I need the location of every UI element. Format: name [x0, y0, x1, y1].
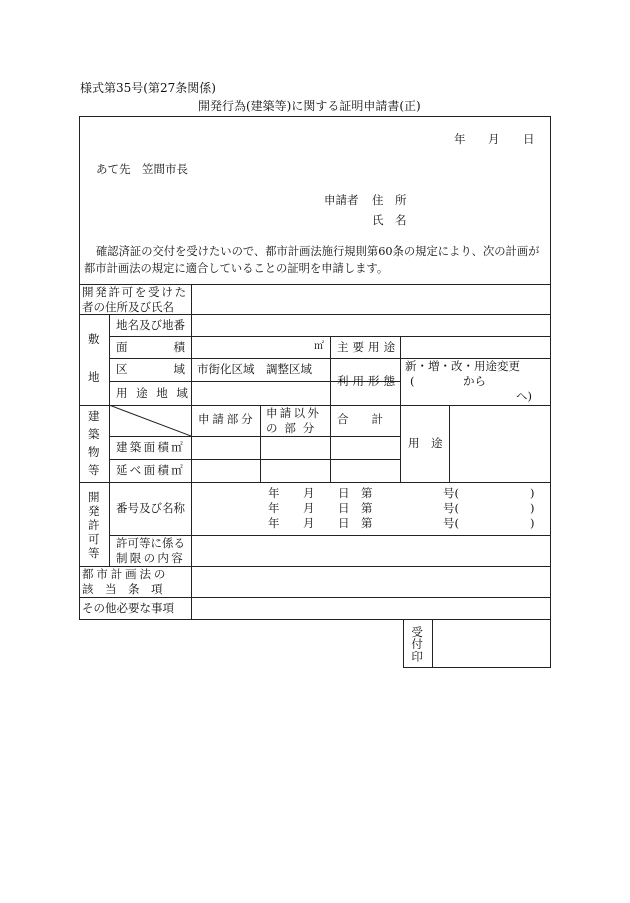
zone-value: 市街化区域 調整区域 [197, 362, 312, 376]
applicant-address: 住 所 [372, 193, 407, 207]
body-text-line1: 確認済証の交付を受けたいので、都市計画法施行規則第60条の規定により、次の計画が [96, 245, 540, 258]
place-label: 地名及び地番 [116, 318, 185, 332]
building-label-1: 建 [88, 409, 100, 423]
number-label: 番号及び名称 [116, 501, 185, 515]
permit-label-2: 発 [88, 504, 100, 518]
stamp-label: 受付印 [410, 626, 425, 663]
usage-form-line3: へ) [516, 389, 532, 403]
permit-label-5: 等 [88, 546, 100, 560]
other-label: その他必要な事項 [82, 601, 174, 615]
total-floor-label: 延べ面積㎡ [116, 463, 185, 477]
permit-holder-label-1: 開発許可を受けた [82, 285, 188, 299]
col-other-2: の部分 [266, 421, 322, 435]
city-law-label-2: 該当条項 [82, 582, 174, 596]
floor-area-label: 建築面積㎡ [116, 440, 185, 454]
usage-form-kara: から [463, 374, 486, 388]
permit-holder-label-2: 者の住所及び氏名 [82, 300, 174, 314]
diagonal-line [109, 405, 191, 436]
building-label-2: 築 [88, 427, 100, 441]
col-applied: 申請部分 [198, 412, 256, 426]
usage-form-open: ( [410, 374, 415, 388]
usage-form-label: 利用形態 [337, 374, 400, 388]
city-law-label-1: 都市計画法の [82, 567, 169, 581]
area-label: 面 積 [116, 340, 185, 354]
addressee: あて先 笠間市長 [96, 162, 188, 176]
main-use-label: 主要用途 [337, 340, 400, 354]
permit-label-4: 可 [88, 532, 100, 546]
area-unit: ㎡ [314, 341, 324, 352]
applicant-label: 申請者 [324, 193, 359, 207]
use-label: 用 途 [408, 436, 443, 450]
building-label-3: 物 [88, 445, 100, 459]
permit-label-3: 許 [88, 518, 100, 532]
date-month: 月 [488, 132, 500, 146]
zone-label: 区 域 [116, 362, 185, 376]
use-area-label: 用途地域 [116, 386, 197, 400]
restriction-label-1: 許可等に係る [116, 536, 185, 550]
permit-label-1: 開 [88, 490, 100, 504]
date-year: 年 [454, 132, 466, 146]
date-day: 日 [523, 132, 535, 146]
applicant-name: 氏 名 [372, 213, 407, 227]
body-text-line2: 都市計画法の規定に適合していることの証明を申請します。 [84, 262, 389, 275]
form-number: 様式第35号(第27条関係) [80, 81, 216, 95]
form-title: 開発行為(建築等)に関する証明申請書(正) [198, 99, 421, 113]
restriction-label-2: 制限の内容 [116, 551, 185, 565]
building-label-4: 等 [88, 463, 100, 477]
col-other-1: 申請以外 [266, 406, 322, 420]
site-label-1: 敷 [88, 332, 100, 346]
site-label-2: 地 [88, 370, 100, 384]
col-total: 合 計 [337, 412, 383, 426]
usage-form-line1: 新・増・改・用途変更 [405, 359, 520, 373]
